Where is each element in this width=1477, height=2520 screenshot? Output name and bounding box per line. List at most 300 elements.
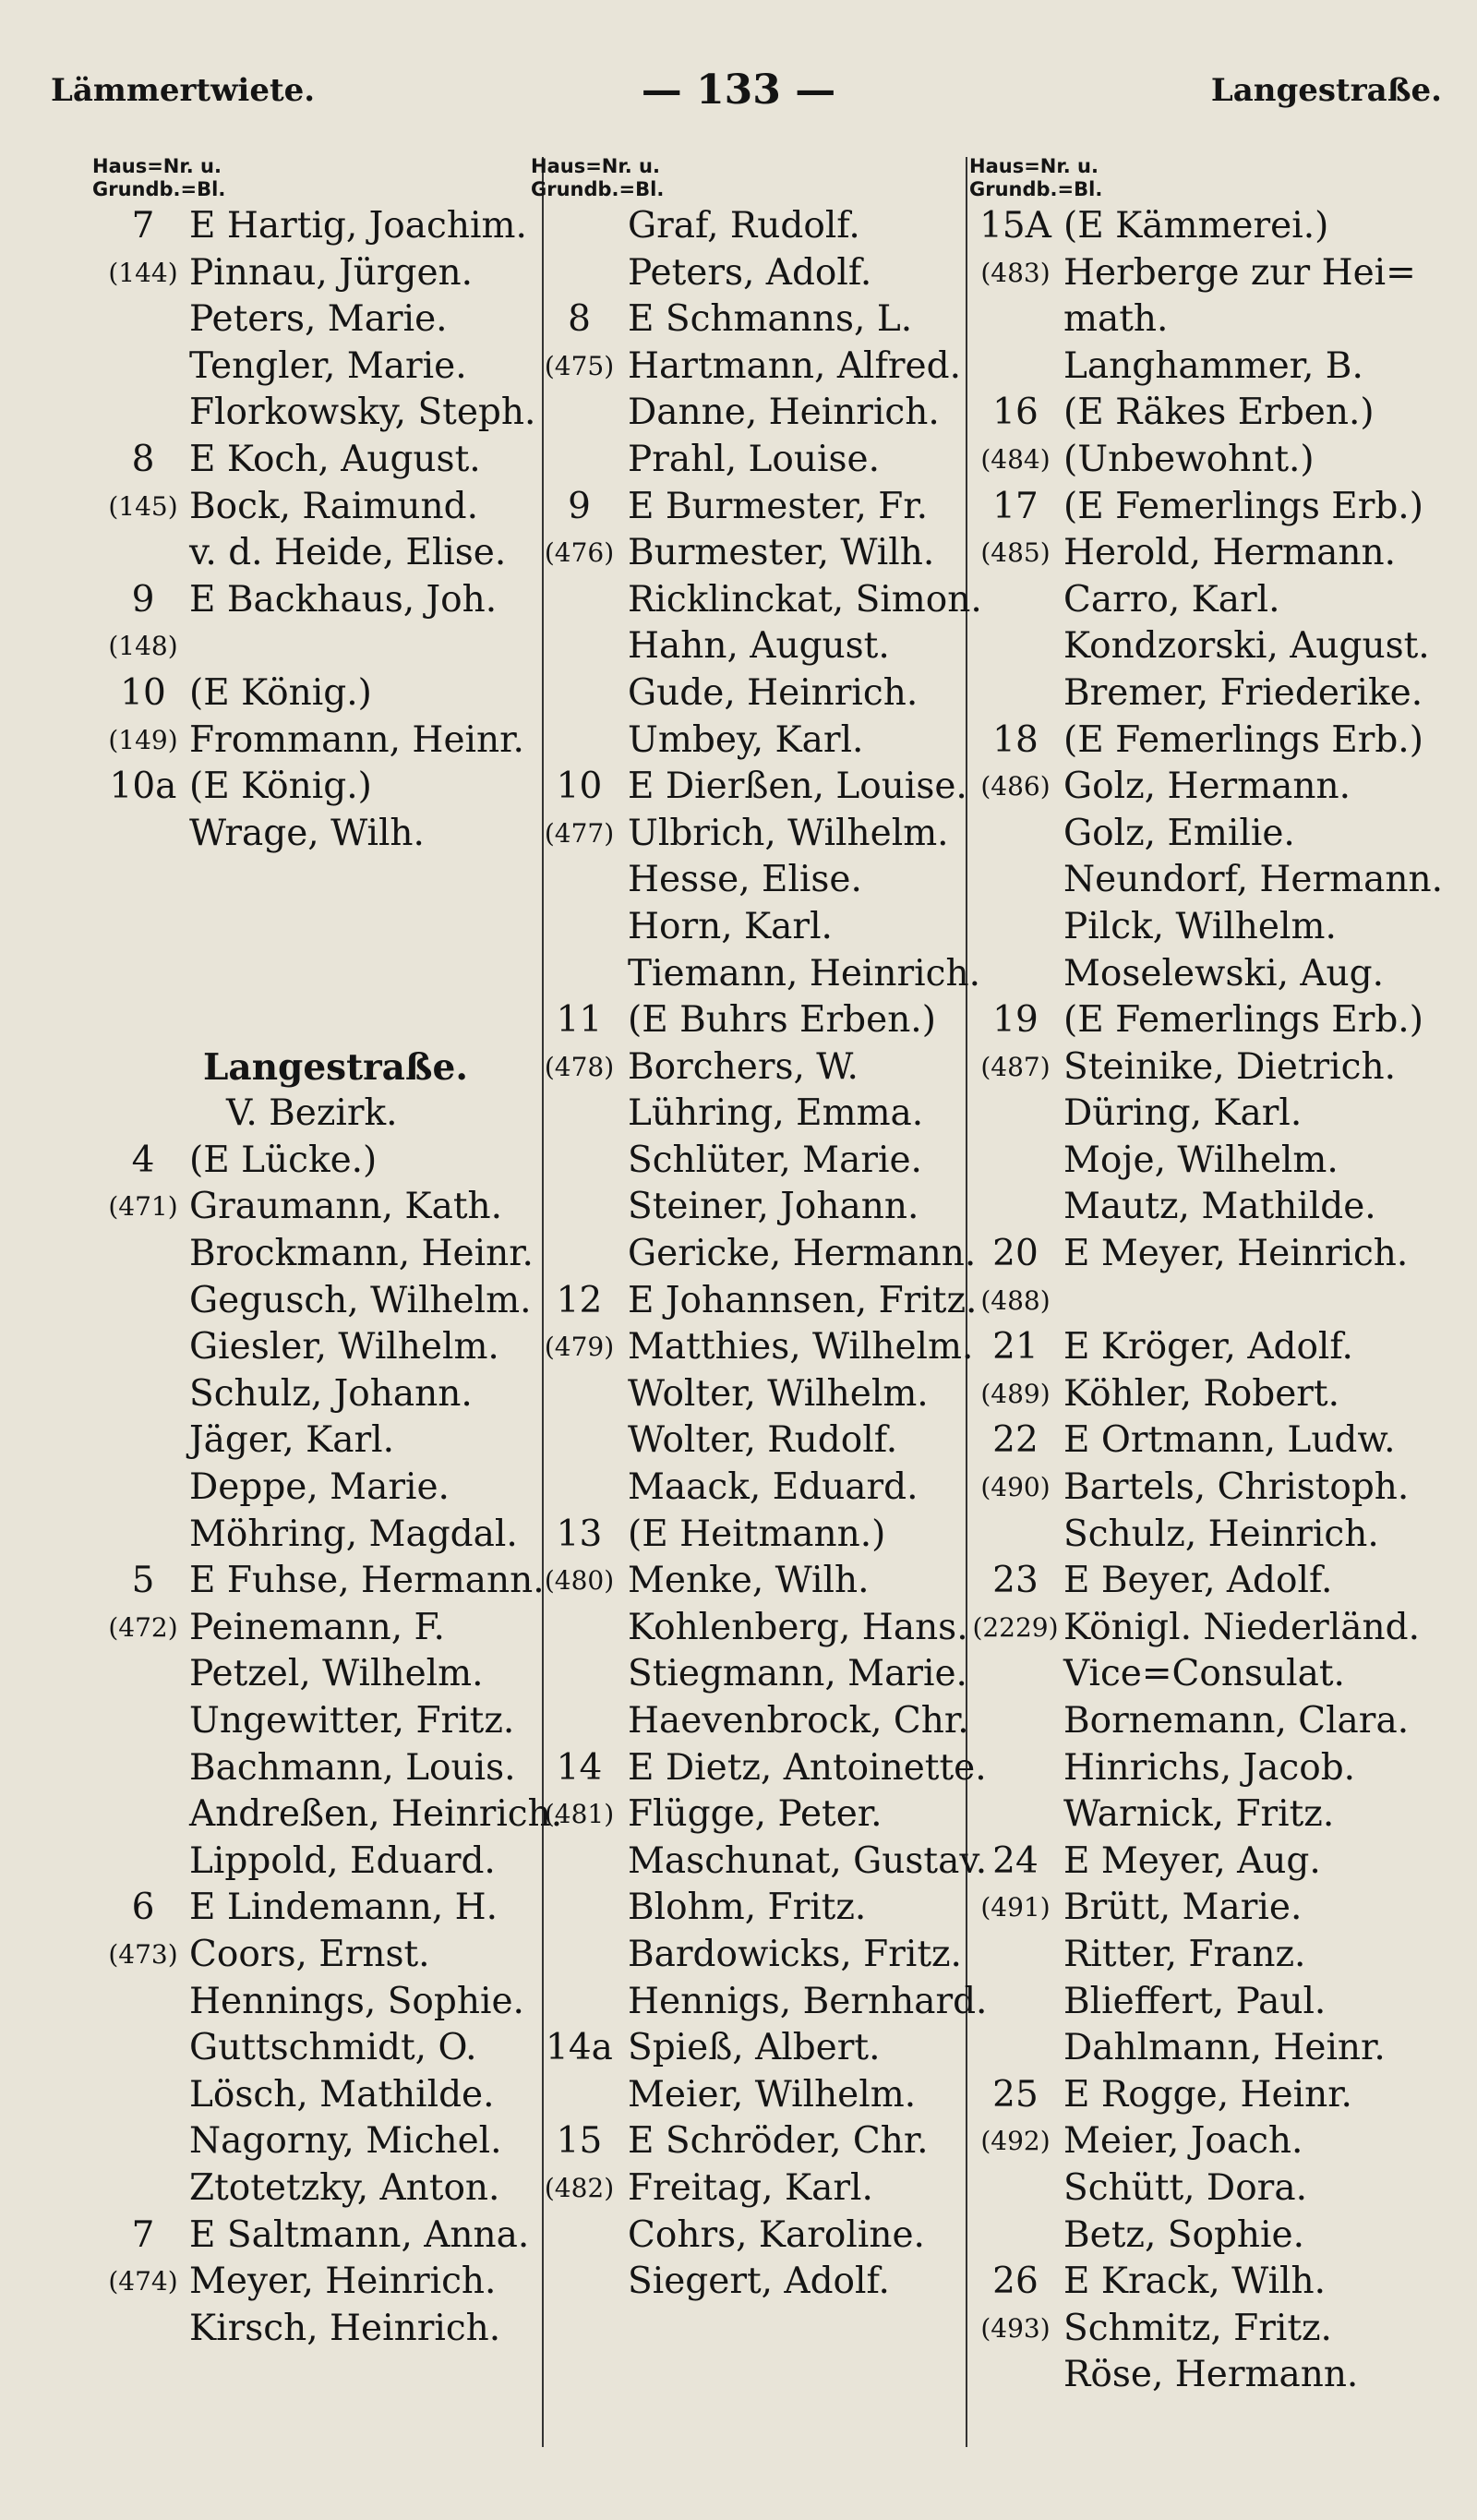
land-register-number: (479) <box>544 1332 615 1363</box>
entry-text: Steinike, Dietrich. <box>1063 1045 1397 1088</box>
entry-text: Umbey, Karl. <box>628 718 864 761</box>
directory-entry <box>92 1745 517 1792</box>
entry-text: Herold, Hermann. <box>1063 532 1397 574</box>
directory-entry <box>531 857 955 904</box>
directory-entry <box>92 484 517 531</box>
directory-entry <box>969 1091 1435 1138</box>
house-number: 13 <box>556 1513 603 1555</box>
column-header-line: Grundb.=Bl. <box>969 178 1103 200</box>
directory-entry <box>531 764 967 811</box>
directory-column-2 <box>531 155 988 2306</box>
house-number: 21 <box>992 1326 1039 1369</box>
house-number: 12 <box>556 1279 603 1321</box>
directory-entry <box>531 1979 988 2026</box>
directory-entry <box>969 2306 1435 2353</box>
directory-entry <box>969 437 1435 484</box>
directory-entry <box>92 437 517 484</box>
directory-entry <box>969 1932 1435 1979</box>
entry-text: Golz, Emilie. <box>1063 812 1295 854</box>
land-register-number: (481) <box>544 1799 615 1830</box>
entry-text: (E Räkes Erben.) <box>1063 392 1375 434</box>
entry-text: E Schröder, Chr. <box>628 2120 929 2163</box>
directory-entry <box>969 530 1435 577</box>
land-register-number: (473) <box>108 1938 178 1970</box>
column-header <box>969 155 1435 203</box>
directory-entry <box>92 857 517 904</box>
entry-text: Hennigs, Bernhard. <box>628 1980 988 2022</box>
directory-entry <box>531 1932 962 1979</box>
directory-entry <box>969 717 1435 765</box>
directory-entry <box>969 2165 1435 2213</box>
entry-text: Gegusch, Wilhelm. <box>189 1279 532 1321</box>
house-number: 20 <box>992 1233 1039 1275</box>
directory-entry <box>531 1465 955 1512</box>
running-head-right: Langestraße. <box>1210 72 1442 109</box>
directory-entry <box>531 250 955 297</box>
directory-entry <box>969 1184 1435 1231</box>
directory-entry <box>969 1417 1435 1465</box>
directory-entry <box>969 1791 1435 1839</box>
directory-entry <box>531 623 955 670</box>
entry-text: E Dierßen, Louise. <box>628 766 967 808</box>
directory-entry <box>969 296 1435 344</box>
directory-entry <box>92 1138 517 1185</box>
column-header <box>531 155 955 203</box>
house-number: 4 <box>131 1139 155 1181</box>
entry-text: (E Kämmerei.) <box>1063 205 1329 247</box>
entry-text: E Krack, Wilh. <box>1063 2261 1327 2303</box>
house-number: 8 <box>568 298 591 341</box>
directory-entry <box>531 1885 955 1932</box>
entry-text: Kirsch, Heinrich. <box>189 2307 501 2349</box>
entry-text: Lippold, Eduard. <box>189 1839 496 1882</box>
entry-text: v. d. Heide, Elise. <box>189 532 507 574</box>
directory-entry <box>531 1324 974 1371</box>
entry-text: Wolter, Rudolf. <box>628 1419 898 1462</box>
directory-entry <box>531 2025 955 2072</box>
land-register-number: (491) <box>980 1892 1051 1923</box>
entry-text: Petzel, Wilhelm. <box>189 1653 484 1695</box>
directory-entry <box>969 1231 1435 1278</box>
directory-entry <box>969 390 1435 437</box>
directory-entry <box>531 670 955 717</box>
entry-text: Möhring, Magdal. <box>189 1513 518 1555</box>
entry-text: Brütt, Marie. <box>1063 1887 1303 1929</box>
directory-entry <box>969 1605 1435 1652</box>
land-register-number: (2229) <box>972 1611 1059 1643</box>
directory-entry <box>92 1932 517 1979</box>
entry-text: Golz, Hermann. <box>1063 766 1351 808</box>
entry-text: Guttschmidt, O. <box>189 2027 477 2069</box>
directory-entry <box>531 530 955 577</box>
entry-text: Prahl, Louise. <box>628 438 880 480</box>
entry-text: Ulbrich, Wilhelm. <box>628 812 949 854</box>
entry-text: Siegert, Adolf. <box>628 2261 890 2303</box>
land-register-number: (480) <box>544 1565 615 1597</box>
house-number: 22 <box>992 1419 1039 1462</box>
directory-entry <box>531 390 955 437</box>
directory-entry <box>969 203 1435 250</box>
column-header-line: Grundb.=Bl. <box>531 178 665 200</box>
entry-text: Bock, Raimund. <box>189 485 478 527</box>
entry-text: Königl. Niederländ. <box>1063 1606 1420 1648</box>
entry-text: Maschunat, Gustav. <box>628 1839 988 1882</box>
entry-text: Pinnau, Jürgen. <box>189 251 474 294</box>
directory-entry <box>969 1698 1435 1745</box>
entry-text: (E Femerlings Erb.) <box>1063 999 1423 1042</box>
entry-text: Meier, Wilhelm. <box>628 2073 917 2116</box>
directory-entry <box>969 2118 1435 2165</box>
directory-entry <box>969 1885 1435 1932</box>
directory-entry <box>969 811 1435 858</box>
directory-entry <box>531 1698 969 1745</box>
land-register-number: (474) <box>108 2266 178 2297</box>
land-register-number: (145) <box>108 490 178 522</box>
column-header-line: Grundb.=Bl. <box>92 178 226 200</box>
land-register-number: (472) <box>108 1611 178 1643</box>
entry-text: Kondzorski, August. <box>1063 625 1430 668</box>
entry-text: E Hartig, Joachim. <box>189 205 527 247</box>
entry-text: Jäger, Karl. <box>189 1419 394 1462</box>
entry-text: Peters, Adolf. <box>628 251 872 294</box>
directory-entry <box>969 951 1435 998</box>
entry-text: Schulz, Johann. <box>189 1372 473 1415</box>
directory-entry <box>92 1839 517 1886</box>
entry-text: Herberge zur Hei= <box>1063 251 1416 294</box>
directory-entry <box>531 1839 988 1886</box>
land-register-number: (478) <box>544 1051 615 1082</box>
directory-entry <box>531 1651 967 1698</box>
entry-text: E Dietz, Antoinette. <box>628 1746 987 1789</box>
directory-entry <box>92 2118 517 2165</box>
entry-text: Hesse, Elise. <box>628 859 862 901</box>
entry-text: (Unbewohnt.) <box>1063 438 1315 480</box>
directory-entry <box>92 904 517 951</box>
entry-text: Stiegmann, Marie. <box>628 1653 967 1695</box>
directory-entry <box>92 2025 517 2072</box>
entry-text: Peters, Marie. <box>189 298 448 341</box>
entry-text: E Saltmann, Anna. <box>189 2213 530 2256</box>
directory-entry <box>531 1371 955 1418</box>
directory-entry <box>92 203 527 250</box>
entry-text: Florkowsky, Steph. <box>189 392 536 434</box>
column-header <box>92 155 517 203</box>
directory-entry <box>531 296 955 344</box>
entry-text: Bornemann, Clara. <box>1063 1700 1410 1742</box>
house-number: 16 <box>992 392 1039 434</box>
directory-entry <box>531 203 955 250</box>
land-register-number: (476) <box>544 537 615 569</box>
house-number: 8 <box>131 438 155 480</box>
entry-text: Burmester, Wilh. <box>628 532 935 574</box>
entry-text: Matthies, Wilhelm. <box>628 1326 974 1369</box>
entry-text: Betz, Sophie. <box>1063 2213 1304 2256</box>
house-number: 10a <box>109 766 177 808</box>
directory-entry <box>969 764 1435 811</box>
entry-text: (E Femerlings Erb.) <box>1063 485 1423 527</box>
directory-entry <box>92 1231 534 1278</box>
house-number: 14 <box>556 1746 603 1789</box>
entry-text: Graumann, Kath. <box>189 1186 503 1228</box>
entry-text: Steiner, Johann. <box>628 1186 919 1228</box>
entry-text: E Burmester, Fr. <box>628 485 929 527</box>
entry-text: E Schmanns, L. <box>628 298 913 341</box>
directory-entry <box>92 1651 517 1698</box>
entry-text: Ritter, Franz. <box>1063 1933 1306 1975</box>
entry-text: Hartmann, Alfred. <box>628 344 961 387</box>
directory-entry <box>531 577 982 624</box>
directory-entry <box>969 2259 1435 2306</box>
entry-text: E Rogge, Heinr. <box>1063 2073 1352 2116</box>
entry-text: Ricklinckat, Simon. <box>628 578 982 621</box>
directory-entry <box>92 764 517 811</box>
entry-text: Hahn, August. <box>628 625 890 668</box>
entry-text: E Meyer, Aug. <box>1063 1839 1321 1882</box>
entry-text: Dahlmann, Heinr. <box>1063 2027 1386 2069</box>
directory-entry <box>92 811 517 858</box>
entry-text: Freitag, Karl. <box>628 2166 873 2209</box>
entry-text: (E Femerlings Erb.) <box>1063 718 1423 761</box>
house-number: 19 <box>992 999 1039 1042</box>
house-number: 9 <box>131 578 155 621</box>
entry-text: Hinrichs, Jacob. <box>1063 1746 1356 1789</box>
entry-text: V. Bezirk. <box>226 1092 398 1135</box>
house-number: 5 <box>131 1560 155 1602</box>
land-register-number: (477) <box>544 817 615 849</box>
land-register-number: (484) <box>980 443 1051 475</box>
directory-entry <box>531 997 955 1044</box>
directory-entry <box>969 1371 1435 1418</box>
directory-entry <box>531 484 955 531</box>
land-register-number: (486) <box>980 771 1051 802</box>
running-head-left: Lämmertwiete. <box>51 72 316 109</box>
directory-entry <box>969 1512 1435 1559</box>
directory-entry <box>969 623 1435 670</box>
entry-text: Langestraße. <box>203 1045 468 1089</box>
entry-text: Bremer, Friederike. <box>1063 671 1423 714</box>
directory-entry <box>92 250 517 297</box>
directory-entry <box>531 1605 968 1652</box>
directory-entry <box>531 1417 955 1465</box>
directory-entry <box>92 1465 517 1512</box>
directory-entry <box>531 2259 955 2306</box>
directory-column-1 <box>92 155 563 2352</box>
house-number: 7 <box>131 205 155 247</box>
entry-text: Düring, Karl. <box>1063 1092 1303 1135</box>
entry-text: E Beyer, Adolf. <box>1063 1560 1333 1602</box>
directory-entry <box>531 2165 955 2213</box>
land-register-number: (475) <box>544 350 615 381</box>
directory-entry <box>969 1651 1435 1698</box>
land-register-number: (471) <box>108 1191 178 1223</box>
house-number: 25 <box>992 2073 1039 2116</box>
land-register-number: (489) <box>980 1378 1051 1409</box>
directory-entry <box>531 1091 955 1138</box>
entry-text: Ungewitter, Fritz. <box>189 1700 515 1742</box>
land-register-number: (483) <box>980 257 1051 288</box>
directory-column-3 <box>969 155 1443 2399</box>
entry-text: Moselewski, Aug. <box>1063 952 1385 995</box>
land-register-number: (149) <box>108 724 178 755</box>
directory-entry <box>969 577 1435 624</box>
entry-text: E Kröger, Adolf. <box>1063 1326 1353 1369</box>
directory-entry <box>969 484 1435 531</box>
entry-text: E Ortmann, Ludw. <box>1063 1419 1396 1462</box>
house-number: 23 <box>992 1560 1039 1602</box>
directory-entry <box>92 997 517 1044</box>
page-header <box>0 0 1477 139</box>
directory-entry <box>969 344 1435 391</box>
land-register-number: (144) <box>108 257 178 288</box>
entry-text: Röse, Hermann. <box>1063 2354 1359 2396</box>
entry-text: Bachmann, Louis. <box>189 1746 516 1789</box>
directory-entry <box>531 717 955 765</box>
column-header-line: Haus=Nr. u. <box>92 155 222 177</box>
entry-text: Hennings, Sophie. <box>189 1980 524 2022</box>
directory-entry <box>969 1465 1435 1512</box>
entry-text: Nagorny, Michel. <box>189 2120 502 2163</box>
entry-text: Menke, Wilh. <box>628 1560 870 1602</box>
house-number: 9 <box>568 485 591 527</box>
entry-text: Tiemann, Heinrich. <box>628 952 980 995</box>
directory-entry <box>969 1558 1435 1605</box>
directory-entry <box>531 2072 955 2119</box>
directory-entry <box>531 1044 955 1091</box>
entry-text: Cohrs, Karoline. <box>628 2213 925 2256</box>
directory-entry <box>969 1979 1435 2026</box>
directory-entry <box>92 1184 517 1231</box>
entry-text: E Meyer, Heinrich. <box>1063 1233 1409 1275</box>
directory-entry <box>92 1324 517 1371</box>
directory-entry <box>92 296 517 344</box>
house-number: 6 <box>131 1887 155 1929</box>
entry-text: Schulz, Heinrich. <box>1063 1513 1379 1555</box>
directory-entry <box>969 1138 1435 1185</box>
entry-text: Pilck, Wilhelm. <box>1063 905 1337 947</box>
entry-text: Mautz, Mathilde. <box>1063 1186 1376 1228</box>
entry-text: Deppe, Marie. <box>189 1466 450 1509</box>
directory-entry <box>92 1698 517 1745</box>
entry-text: Moje, Wilhelm. <box>1063 1139 1339 1181</box>
entry-text: Tengler, Marie. <box>189 344 467 387</box>
entry-text: E Koch, August. <box>189 438 481 480</box>
land-register-number: (488) <box>980 1284 1051 1316</box>
directory-entry <box>531 1138 955 1185</box>
directory-entry <box>531 437 955 484</box>
entry-text: E Backhaus, Joh. <box>189 578 498 621</box>
directory-entry <box>92 2306 517 2353</box>
column-header-line: Haus=Nr. u. <box>969 155 1099 177</box>
directory-entry <box>969 997 1435 1044</box>
directory-entry <box>92 951 517 998</box>
entry-text: Köhler, Robert. <box>1063 1372 1339 1415</box>
entry-text: Haevenbrock, Chr. <box>628 1700 969 1742</box>
entry-text: Spieß, Albert. <box>628 2027 881 2069</box>
entry-text: E Fuhse, Hermann. <box>189 1560 545 1602</box>
directory-entry <box>531 1278 978 1325</box>
entry-text: Frommann, Heinr. <box>189 718 524 761</box>
entry-text: (E Heitmann.) <box>628 1513 886 1555</box>
directory-entry <box>92 623 517 670</box>
land-register-number: (148) <box>108 631 178 662</box>
house-number: 26 <box>992 2261 1039 2303</box>
district-heading <box>92 1091 517 1138</box>
directory-entry <box>92 2259 517 2306</box>
directory-entry <box>969 857 1443 904</box>
entry-text: Blieffert, Paul. <box>1063 1980 1327 2022</box>
land-register-number: (493) <box>980 2312 1051 2344</box>
house-number: 11 <box>556 999 603 1042</box>
entry-text: Brockmann, Heinr. <box>189 1233 534 1275</box>
directory-entry <box>969 1745 1435 1792</box>
directory-entry <box>92 2072 517 2119</box>
directory-entry <box>92 344 517 391</box>
house-number: 14a <box>546 2027 613 2069</box>
directory-entry <box>92 1417 517 1465</box>
entry-text: Langhammer, B. <box>1063 344 1363 387</box>
directory-entry <box>969 2072 1435 2119</box>
directory-entry <box>92 717 524 765</box>
entry-text: Vice=Consulat. <box>1063 1653 1345 1695</box>
directory-entry <box>531 1558 955 1605</box>
directory-entry <box>92 1512 517 1559</box>
land-register-number: (492) <box>980 2126 1051 2157</box>
house-number: 15 <box>556 2120 603 2163</box>
entry-text: math. <box>1063 298 1169 341</box>
entry-text: Kohlenberg, Hans. <box>628 1606 968 1648</box>
entry-text: Peinemann, F. <box>189 1606 445 1648</box>
directory-entry <box>92 577 517 624</box>
directory-entry <box>531 344 961 391</box>
entry-text: Maack, Eduard. <box>628 1466 919 1509</box>
entry-text: Giesler, Wilhelm. <box>189 1326 499 1369</box>
directory-entry <box>92 1558 545 1605</box>
entry-text: Bartels, Christoph. <box>1063 1466 1410 1509</box>
entry-text: (E König.) <box>189 766 372 808</box>
page-number: — 133 — <box>641 66 836 114</box>
entry-text: Schmitz, Fritz. <box>1063 2307 1332 2349</box>
directory-entry <box>92 2213 530 2260</box>
entry-text: Graf, Rudolf. <box>628 205 860 247</box>
directory-entry <box>92 670 517 717</box>
directory-entry <box>969 1044 1435 1091</box>
directory-entry <box>92 1371 517 1418</box>
land-register-number: (482) <box>544 2172 615 2203</box>
entry-text: Danne, Heinrich. <box>628 392 940 434</box>
directory-entry <box>92 1979 524 2026</box>
entry-text: E Lindemann, H. <box>189 1887 498 1929</box>
house-number: 15A <box>979 205 1051 247</box>
land-register-number: (490) <box>980 1472 1051 1503</box>
directory-entry <box>969 1324 1435 1371</box>
directory-entry <box>969 1839 1435 1886</box>
entry-text: Carro, Karl. <box>1063 578 1280 621</box>
entry-text: Meier, Joach. <box>1063 2120 1303 2163</box>
directory-entry <box>531 1184 955 1231</box>
entry-text: Schütt, Dora. <box>1063 2166 1307 2209</box>
entry-text: Gericke, Hermann. <box>628 1233 977 1275</box>
entry-text: Ztotetzky, Anton. <box>189 2166 500 2209</box>
directory-entry <box>969 1278 1435 1325</box>
entry-text: Coors, Ernst. <box>189 1933 430 1975</box>
directory-entry <box>969 250 1435 297</box>
entry-text: Horn, Karl. <box>628 905 833 947</box>
directory-entry <box>92 1885 517 1932</box>
directory-entry <box>969 670 1435 717</box>
directory-entry <box>531 904 955 951</box>
entry-text: Borchers, W. <box>628 1045 859 1088</box>
directory-entry <box>92 390 536 437</box>
